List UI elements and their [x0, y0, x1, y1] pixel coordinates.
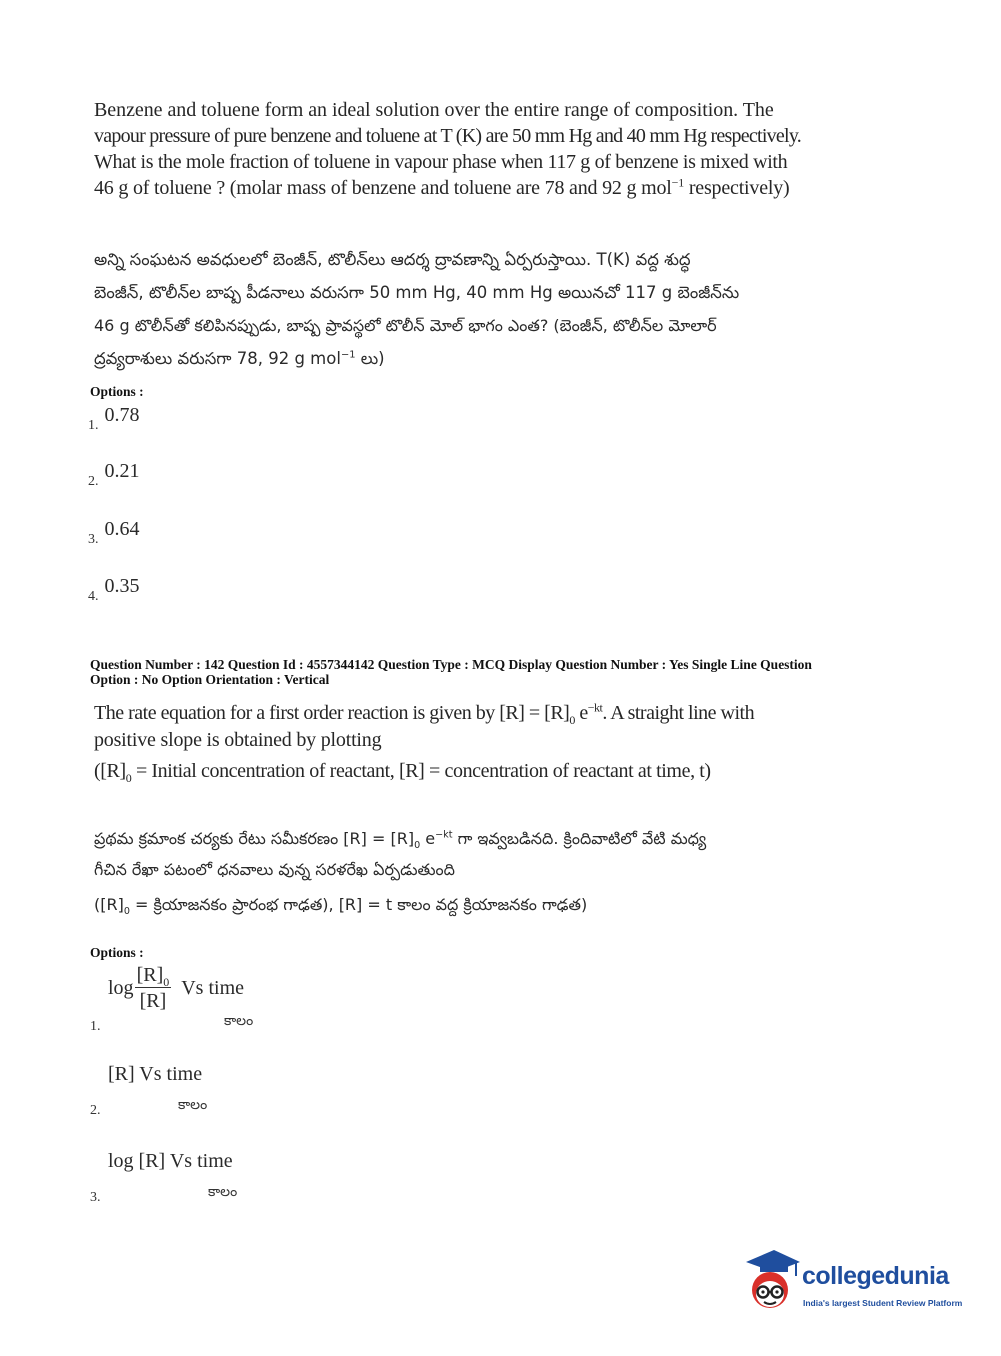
q142-te-line3 [94, 885, 874, 925]
q141-telugu [94, 243, 874, 375]
q141-en-line4-sup: −1 [671, 175, 685, 190]
option-value: 0.64 [104, 518, 140, 540]
q142-english [94, 700, 874, 785]
q141-english [94, 97, 874, 201]
q142-te-line1-mid: e [420, 829, 436, 848]
q141-options-label: Options : [90, 384, 144, 399]
q142-en-line1-post: . A straight line with [602, 702, 755, 724]
q142-te-line1-pre: ప్రథమ క్రమాంక చర్యకు రేటు సమీకరణం [R] = [R] [94, 829, 415, 848]
q141-en-line4-pre: 46 g of toluene ? (molar mass of benzene and toluene are 78 and 92 g mol [94, 177, 672, 199]
q142-en-line1-pre: The rate equation for a first order reaction is given by [R] = [R] [94, 702, 570, 724]
q142-meta-line2: Option : No Option Orientation : Vertical [90, 672, 330, 687]
q142-te-line1 [94, 822, 874, 855]
q141-te-line4-post: లు) [355, 349, 385, 368]
q141-option-1[interactable] [88, 404, 140, 433]
q141-en-line4-post: respectively) [684, 177, 790, 199]
q141-en-line4 [94, 175, 874, 201]
q142-option-1[interactable] [88, 963, 388, 1037]
collegedunia-logo[interactable] [740, 1248, 970, 1314]
option-number: 1. [88, 418, 99, 433]
q142-te-line1-sup: −kt [435, 829, 453, 841]
q142-en-line2: positive slope is obtained by plotting [94, 729, 382, 751]
option-value: 0.78 [104, 404, 140, 426]
option-number: 4. [88, 589, 99, 604]
option-telugu: కాలం [224, 1013, 254, 1029]
fraction-numerator [135, 963, 172, 988]
option-text: Vs time [181, 977, 245, 999]
option-number: 3. [90, 1190, 101, 1205]
option-expression [108, 963, 244, 1014]
q142-en-line1-sup: −kt [587, 700, 603, 715]
q142-te-line1-post: గా ఇవ్వబడినది. క్రిందివాటిలో వేటి మధ్య [452, 829, 707, 848]
option-telugu: కాలం [208, 1184, 238, 1200]
q142-te-line1-sub: 0 [414, 840, 421, 852]
q141-te-line3: 46 g టొలీన్‌తో కలిపినప్పుడు, బాష్ప ప్రావస్థలో టొలీన్ మోల్ భాగం ఎంత? (బెంజీన్, టొలీన్‌ల మోలార్ [94, 316, 717, 335]
q142-options-label: Options : [90, 945, 144, 960]
q141-option-3[interactable] [88, 518, 140, 547]
mascot-icon [740, 1248, 800, 1314]
q141-option-2[interactable] [88, 460, 140, 489]
log-label: log [108, 977, 134, 999]
q142-meta-line1: Question Number : 142 Question Id : 4557344142 Question Type : MCQ Display Question Number : Yes Single Line Question [90, 657, 812, 672]
option-value: 0.21 [104, 460, 140, 482]
numerator-sub: 0 [163, 975, 170, 989]
option-number: 1. [90, 1019, 101, 1034]
q141-te-line2: బెంజీన్, టొలీన్‌ల బాష్ప పీడనాలు వరుసగా 50 mm Hg, 40 mm Hg అయినచో 117 g బెంజీన్‌ను [94, 283, 740, 302]
q142-telugu [94, 822, 874, 925]
q141-te-line4-sup: −1 [340, 349, 356, 361]
q142-te-line2: గీచిన రేఖా పటంలో ధనవాలు వున్న సరళరేఖ ఏర్పడుతుంది [94, 860, 455, 879]
q142-en-line3 [94, 758, 874, 785]
q142-en-line1-mid: e [574, 702, 588, 724]
q141-te-line4 [94, 342, 874, 375]
q142-en-line3-sub: 0 [125, 771, 132, 785]
option-number: 3. [88, 532, 99, 547]
q141-en-line3: What is the mole fraction of toluene in vapour phase when 117 g of benzene is mixed with [94, 151, 788, 173]
q141-en-line2: vapour pressure of pure benzene and toluene at T (K) are 50 mm Hg and 40 mm Hg respectively. [94, 125, 802, 147]
q142-te-line3-pre: ([R] [94, 895, 124, 914]
option-expression: [R] Vs time [108, 1063, 203, 1085]
logo-name: collegedunia [802, 1262, 949, 1290]
q142-te-line3-post: = క్రియాజనకం ప్రారంభ గాఢత), [R] = t కాలం వద్ద క్రియాజనకం గాఢత) [129, 895, 588, 914]
q142-option-2[interactable] [88, 1063, 388, 1123]
option-number: 2. [88, 474, 99, 489]
fraction [135, 963, 172, 1014]
logo-tagline: India's largest Student Review Platform [803, 1298, 963, 1308]
q142-meta [90, 657, 970, 687]
q142-en-line1 [94, 700, 874, 727]
q142-te-line3-sub: 0 [123, 906, 130, 918]
q141-en-line1: Benzene and toluene form an ideal solution over the entire range of composition. The [94, 99, 774, 121]
option-number: 2. [90, 1103, 101, 1118]
q141-te-line4-pre: ద్రవ్యరాశులు వరుసగా 78, 92 g mol [94, 349, 341, 368]
option-telugu: కాలం [178, 1097, 208, 1113]
q141-option-4[interactable] [88, 575, 140, 604]
fraction-denominator: [R] [139, 990, 167, 1012]
option-value: 0.35 [104, 575, 140, 597]
q142-en-line1-sub: 0 [569, 713, 575, 727]
q141-te-line1: అన్ని సంఘటన అవధులలో బెంజీన్, టొలీన్‌లు ఆదర్శ ద్రావణాన్ని ఏర్పరుస్తాయి. T(K) వద్ద శుద్ధ [94, 250, 691, 269]
numerator-text: [R] [136, 964, 164, 986]
option-expression: log [R] Vs time [108, 1150, 233, 1172]
q142-en-line3-post: = Initial concentration of reactant, [R] = concentration of reactant at time, t) [131, 760, 711, 782]
q142-en-line3-pre: ([R] [94, 760, 126, 782]
q142-option-3[interactable] [88, 1150, 388, 1210]
